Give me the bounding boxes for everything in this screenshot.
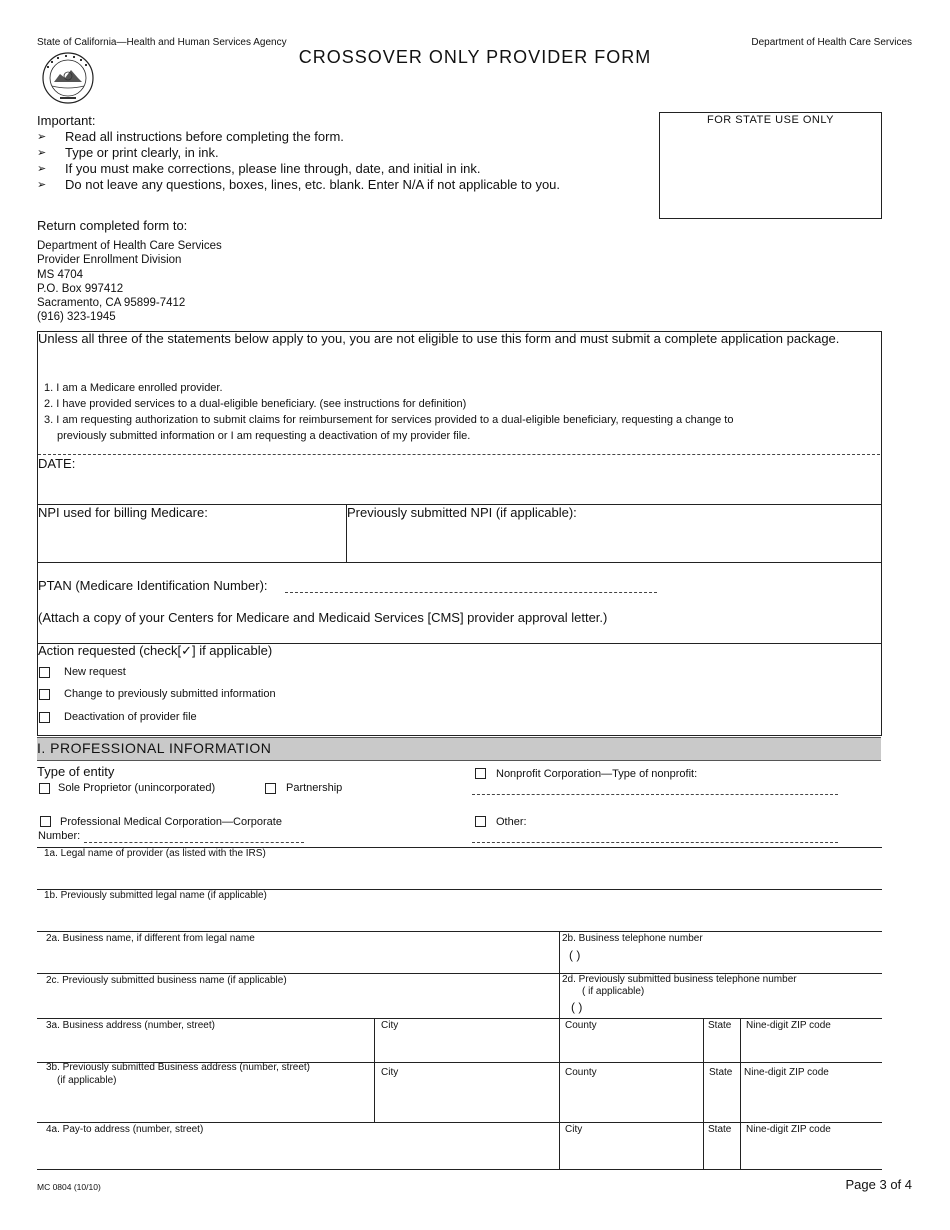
prev-business-name-field[interactable] bbox=[40, 990, 555, 1014]
grid-vline bbox=[559, 931, 560, 1169]
arrow-bullet-icon: ➢ bbox=[37, 147, 47, 159]
pay-to-state-label: State bbox=[708, 1124, 732, 1135]
business-state-field[interactable] bbox=[706, 1035, 737, 1059]
deactivation-label: Deactivation of provider file bbox=[64, 711, 197, 723]
npi-billing-field[interactable] bbox=[40, 524, 340, 558]
prev-address-field[interactable] bbox=[40, 1090, 370, 1118]
pay-to-city-label: City bbox=[565, 1124, 583, 1135]
ptan-note: (Attach a copy of your Centers for Medicare and Medicaid Services [CMS] provider approval letter.) bbox=[38, 610, 608, 625]
prev-phone-field[interactable] bbox=[612, 999, 875, 1015]
prev-city-field[interactable] bbox=[378, 1082, 556, 1118]
section-header-bar bbox=[37, 737, 881, 761]
new-request-label: New request bbox=[64, 666, 126, 678]
important-item: ➢ Type or print clearly, in ink. bbox=[37, 145, 219, 160]
state-use-label: FOR STATE USE ONLY bbox=[707, 114, 834, 126]
partnership-checkbox[interactable] bbox=[265, 783, 276, 794]
ptan-field[interactable] bbox=[285, 592, 657, 593]
prev-phone-applicable: ( if applicable) bbox=[582, 986, 645, 997]
legal-name-label: 1a. Legal name of provider (as listed with the IRS) bbox=[44, 848, 266, 859]
pay-to-state-field[interactable] bbox=[706, 1139, 737, 1165]
pmc-label: Professional Medical Corporation—Corporate bbox=[60, 816, 282, 828]
grid-line bbox=[37, 1122, 882, 1123]
prev-address-label: 3b. Previously submitted Business address (number, street) bbox=[46, 1062, 311, 1073]
prev-legal-name-label: 1b. Previously submitted legal name (if applicable) bbox=[44, 890, 267, 901]
state-use-box bbox=[659, 112, 882, 219]
prev-address-applicable: (if applicable) bbox=[57, 1075, 117, 1086]
ptan-label: PTAN (Medicare Identification Number): bbox=[38, 578, 268, 593]
eligibility-intro: Unless all three of the statements below apply to you, you are not eligible to use this form and must submit a complete application package. bbox=[38, 331, 840, 346]
business-state-label: State bbox=[708, 1020, 732, 1031]
grid-vline bbox=[740, 1018, 741, 1169]
nonprofit-checkbox[interactable] bbox=[475, 768, 486, 779]
action-label: Action requested (check[✓] if applicable) bbox=[38, 643, 273, 658]
other-field[interactable] bbox=[472, 842, 838, 843]
pay-to-zip-label: Nine-digit ZIP code bbox=[746, 1124, 831, 1135]
important-item: ➢ If you must make corrections, please line through, date, and initial in ink. bbox=[37, 161, 481, 176]
prev-zip-label: Nine-digit ZIP code bbox=[744, 1067, 829, 1078]
pmc-checkbox[interactable] bbox=[40, 816, 51, 827]
business-phone-label: 2b. Business telephone number bbox=[562, 933, 703, 944]
page-title: CROSSOVER ONLY PROVIDER FORM bbox=[298, 47, 652, 67]
prev-zip-field[interactable] bbox=[744, 1082, 878, 1118]
npi-billing-label: NPI used for billing Medicare: bbox=[38, 505, 208, 520]
prev-state-label: State bbox=[709, 1067, 733, 1078]
department-name: Department of Health Care Services bbox=[751, 37, 912, 48]
business-address-label: 3a. Business address (number, street) bbox=[46, 1020, 215, 1031]
pay-to-zip-field[interactable] bbox=[744, 1139, 878, 1165]
npi-previous-label: Previously submitted NPI (if applicable): bbox=[347, 505, 577, 520]
grid-line bbox=[37, 1018, 882, 1019]
prev-phone-label: 2d. Previously submitted business telephone number bbox=[562, 974, 797, 985]
prev-county-field[interactable] bbox=[563, 1082, 699, 1118]
important-heading: Important: bbox=[37, 113, 96, 128]
arrow-bullet-icon: ➢ bbox=[37, 179, 47, 191]
sole-proprietor-checkbox[interactable] bbox=[39, 783, 50, 794]
return-address: Department of Health Care Services Provider Enrollment Division MS 4704 P.O. Box 997412 Sacramento, CA 95899-7412 (916) 323-1945 bbox=[37, 240, 222, 324]
business-city-label: City bbox=[381, 1020, 399, 1031]
new-request-checkbox[interactable] bbox=[39, 667, 50, 678]
business-address-field[interactable] bbox=[40, 1035, 370, 1059]
business-phone-parens: ( ) bbox=[569, 948, 581, 962]
deactivation-checkbox[interactable] bbox=[39, 712, 50, 723]
pay-to-city-field[interactable] bbox=[563, 1139, 699, 1165]
important-item: ➢ Read all instructions before completing the form. bbox=[37, 129, 344, 144]
partnership-label: Partnership bbox=[286, 782, 343, 794]
pmc-number-field[interactable] bbox=[84, 842, 304, 843]
grid-line bbox=[37, 1169, 882, 1170]
return-heading: Return completed form to: bbox=[37, 218, 188, 233]
npi-bottom-line bbox=[37, 562, 882, 563]
form-id: MC 0804 (10/10) bbox=[37, 1182, 101, 1192]
prev-legal-name-field[interactable] bbox=[40, 904, 878, 928]
sole-proprietor-label: Sole Proprietor (unincorporated) bbox=[58, 782, 216, 794]
change-info-checkbox[interactable] bbox=[39, 689, 50, 700]
arrow-bullet-icon: ➢ bbox=[37, 131, 47, 143]
business-county-label: County bbox=[565, 1020, 597, 1031]
important-item: ➢ Do not leave any questions, boxes, lines, etc. blank. Enter N/A if not applicable to you. bbox=[37, 177, 561, 192]
page-number: Page 3 of 4 bbox=[845, 1177, 912, 1192]
business-name-field[interactable] bbox=[40, 947, 555, 971]
prev-state-field[interactable] bbox=[706, 1082, 737, 1118]
pay-to-address-label: 4a. Pay-to address (number, street) bbox=[46, 1124, 204, 1135]
business-phone-field[interactable] bbox=[610, 947, 875, 969]
change-info-label: Change to previously submitted information bbox=[64, 688, 276, 700]
prev-business-name-label: 2c. Previously submitted business name (if applicable) bbox=[46, 975, 287, 986]
other-label: Other: bbox=[496, 816, 527, 828]
date-label: DATE: bbox=[38, 456, 76, 471]
business-zip-label: Nine-digit ZIP code bbox=[746, 1020, 831, 1031]
date-field[interactable] bbox=[90, 458, 390, 476]
nonprofit-label: Nonprofit Corporation—Type of nonprofit: bbox=[496, 768, 698, 780]
legal-name-field[interactable] bbox=[40, 862, 878, 886]
grid-vline bbox=[374, 1018, 375, 1122]
section-title: I. PROFESSIONAL INFORMATION bbox=[37, 740, 272, 756]
business-city-field[interactable] bbox=[378, 1035, 556, 1059]
entity-type-label: Type of entity bbox=[37, 764, 115, 779]
arrow-bullet-icon: ➢ bbox=[37, 163, 47, 175]
date-divider bbox=[38, 454, 880, 455]
business-zip-field[interactable] bbox=[744, 1035, 878, 1059]
npi-previous-field[interactable] bbox=[350, 524, 875, 558]
pay-to-address-field[interactable] bbox=[40, 1139, 555, 1165]
important-list bbox=[37, 129, 633, 193]
grid-vline bbox=[703, 1018, 704, 1169]
pmc-number-label: Number: bbox=[38, 830, 81, 842]
prev-county-label: County bbox=[565, 1067, 597, 1078]
state-seal-icon bbox=[38, 52, 98, 104]
prev-phone-parens: ( ) bbox=[571, 1000, 583, 1014]
agency-name: State of California—Health and Human Services Agency bbox=[37, 37, 287, 48]
nonprofit-type-field[interactable] bbox=[472, 794, 838, 795]
prev-city-label: City bbox=[381, 1067, 399, 1078]
business-name-label: 2a. Business name, if different from legal name bbox=[46, 933, 255, 944]
grid-line bbox=[37, 931, 882, 932]
business-county-field[interactable] bbox=[563, 1035, 699, 1059]
eligibility-statements: 1. I am a Medicare enrolled provider. 2. I have provided services to a dual-eligible beneficiary. (see instructions for definition) 3. I am requesting authorization to submit claims for reimbursement for services provided to a dual-eligible beneficiary, requesting a change to previously submitted information or I am requesting a deactivation of my provider file. bbox=[44, 382, 734, 442]
other-checkbox[interactable] bbox=[475, 816, 486, 827]
